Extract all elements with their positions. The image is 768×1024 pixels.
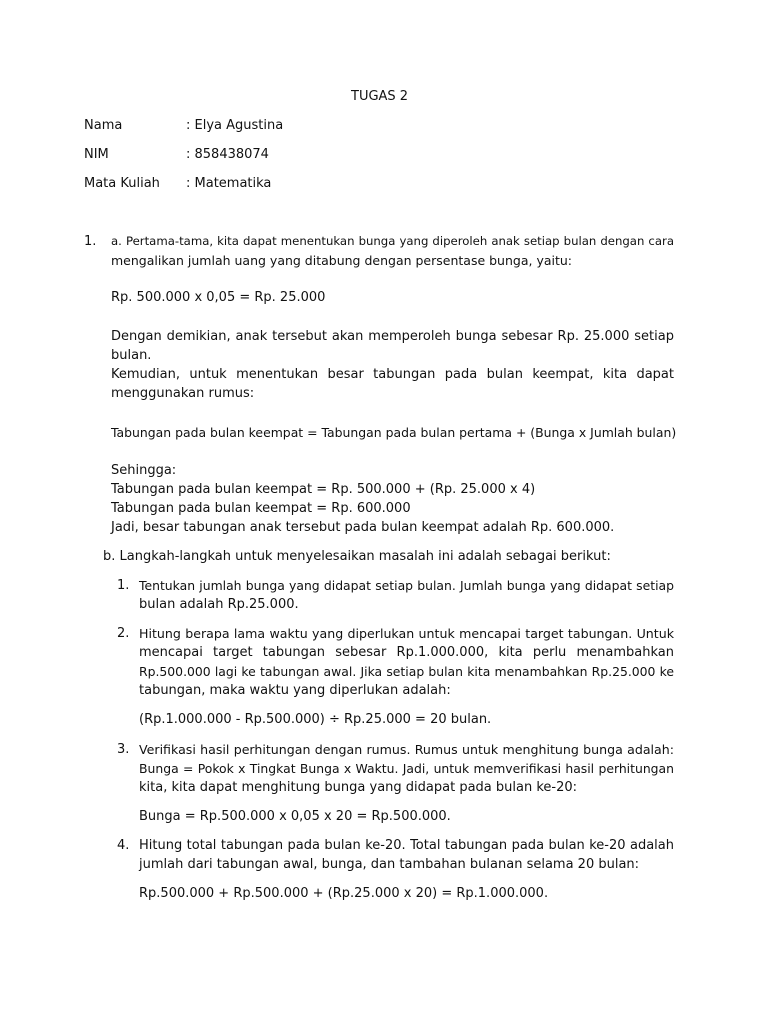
sehingga-label: Sehingga: (111, 463, 177, 478)
step-text: Bunga = Pokok x Tingkat Bunga x Waktu. Jadi, untuk memverifikasi hasil perhitungan (139, 761, 674, 776)
nama-label: Nama (84, 118, 123, 133)
conclusion-text: Dengan demikian, anak tersebut akan memperoleh bunga sebesar Rp. 25.000 setiap (111, 329, 674, 344)
document-title: TUGAS 2 (351, 89, 409, 104)
step-number: 3. (117, 742, 130, 757)
part-a-answer: Jadi, besar tabungan anak tersebut pada bulan keempat adalah Rp. 600.000. (111, 520, 615, 535)
calculation-step: Tabungan pada bulan keempat = Rp. 600.000 (111, 501, 411, 516)
savings-formula: Tabungan pada bulan keempat = Tabungan pada bulan pertama + (Bunga x Jumlah bulan) (111, 425, 677, 440)
step-number: 4. (117, 838, 130, 853)
step-text: Hitung total tabungan pada bulan ke-20. Total tabungan pada bulan ke-20 adalah (139, 838, 674, 853)
part-a-text: a. Pertama-tama, kita dapat menentukan bunga yang diperoleh anak setiap bulan dengan cara (111, 234, 674, 248)
mata-kuliah-label: Mata Kuliah (84, 176, 160, 191)
step-calculation: (Rp.1.000.000 - Rp.500.000) ÷ Rp.25.000 = 20 bulan. (139, 712, 492, 727)
calculation-step: Tabungan pada bulan keempat = Rp. 500.000 + (Rp. 25.000 x 4) (111, 482, 536, 497)
step-text: Hitung berapa lama waktu yang diperlukan untuk mencapai target tabungan. Untuk (139, 626, 674, 641)
step-number: 2. (117, 626, 130, 641)
mata-kuliah-value: : Matematika (186, 176, 272, 191)
step-calculation: Bunga = Rp.500.000 x 0,05 x 20 = Rp.500.000. (139, 809, 451, 824)
step-text: bulan adalah Rp.25.000. (139, 597, 299, 612)
conclusion-text: bulan. (111, 348, 152, 363)
nim-value: : 858438074 (186, 147, 269, 162)
nama-value: : Elya Agustina (186, 118, 284, 133)
step-text: tabungan, maka waktu yang diperlukan adalah: (139, 683, 451, 698)
step-calculation: Rp.500.000 + Rp.500.000 + (Rp.25.000 x 20) = Rp.1.000.000. (139, 886, 549, 901)
part-a-text: mengalikan jumlah uang yang ditabung dengan persentase bunga, yaitu: (111, 253, 573, 268)
step-text: kita, kita dapat menghitung bunga yang didapat pada bulan ke-20: (139, 780, 578, 795)
step-text: mencapai target tabungan sebesar Rp.1.000.000, kita perlu menambahkan (139, 645, 674, 660)
part-b-intro: b. Langkah-langkah untuk menyelesaikan masalah ini adalah sebagai berikut: (103, 549, 611, 564)
step-text: Tentukan jumlah bunga yang didapat setiap bulan. Jumlah bunga yang didapat setiap (139, 578, 674, 593)
question-number: 1. (84, 234, 97, 249)
conclusion-text: Kemudian, untuk menentukan besar tabungan pada bulan keempat, kita dapat (111, 367, 674, 382)
interest-calculation: Rp. 500.000 x 0,05 = Rp. 25.000 (111, 290, 326, 305)
step-number: 1. (117, 578, 130, 593)
conclusion-text: menggunakan rumus: (111, 386, 255, 401)
step-text: Verifikasi hasil perhitungan dengan rumus. Rumus untuk menghitung bunga adalah: (139, 742, 674, 757)
step-text: Rp.500.000 lagi ke tabungan awal. Jika setiap bulan kita menambahkan Rp.25.000 ke (139, 664, 674, 679)
nim-label: NIM (84, 147, 109, 162)
step-text: jumlah dari tabungan awal, bunga, dan tambahan bulanan selama 20 bulan: (139, 857, 640, 872)
